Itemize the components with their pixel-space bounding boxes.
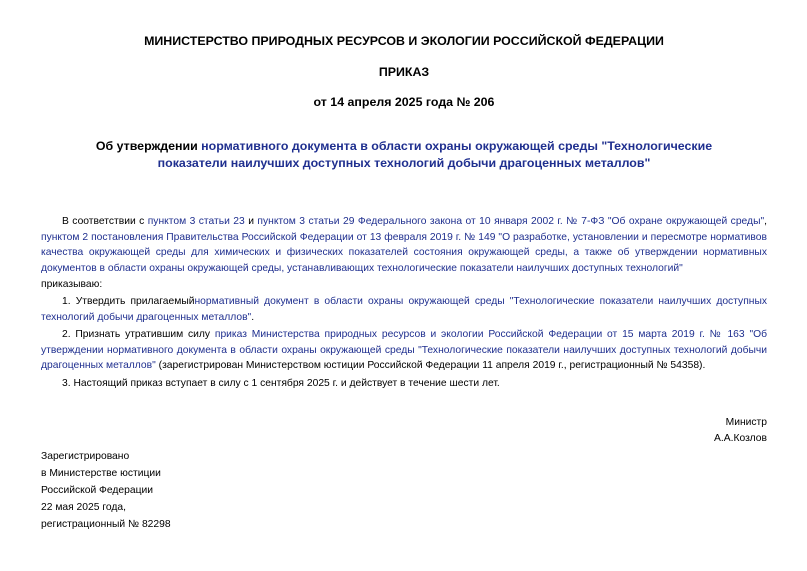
- registration-line-5: регистрационный № 82298: [41, 519, 171, 530]
- order-word: приказываю:: [41, 279, 103, 291]
- item-1-end: .: [251, 311, 255, 323]
- item-2-text: 2. Признать утратившим силу: [62, 329, 215, 341]
- signatory-position: Министр: [725, 417, 767, 428]
- document-type: ПРИКАЗ: [378, 65, 430, 79]
- item-3-paragraph: 3. Настоящий приказ вступает в силу с 1 сентября 2025 г. и действует в течение шести лет.: [62, 377, 500, 389]
- order-date-number: от 14 апреля 2025 года № 206: [313, 95, 495, 109]
- item-2-paragraph: [41, 327, 767, 374]
- government-decree-link[interactable]: пунктом 2 постановления Правительства Российской Федерации от 13 февраля 2019 г. № 149 "О разработке, установлении и пересмотре нормативов качества окружающей среды для химических и физических показателей состояния окружающей среды, а также об утверждении нормативных документов в области охраны окружающей среды, устанавливающих технологические показатели наилучших доступных технологий": [41, 231, 767, 274]
- title-link[interactable]: нормативного документа в области охраны окружающей среды "Технологические показатели наилучших доступных технологий добычи драгоценных металлов": [157, 139, 713, 170]
- registration-line-3: Российской Федерации: [41, 485, 153, 496]
- preamble-paragraph: [41, 214, 767, 276]
- title-prefix: Об утверждении: [95, 139, 202, 153]
- order-body: [41, 214, 767, 392]
- registration-line-2: в Министерстве юстиции: [41, 468, 161, 479]
- signature-block: [714, 415, 767, 446]
- registration-block: [41, 448, 171, 533]
- preamble-text-2: и: [244, 216, 258, 227]
- item-1-text: 1. Утвердить прилагаемый: [62, 295, 195, 307]
- item-1-paragraph: [41, 294, 767, 325]
- preamble-text-1: В соответствии с: [62, 216, 148, 227]
- normative-document-link[interactable]: нормативный документ в области охраны окружающей среды "Технологические показатели наилучших доступных технологий добычи драгоценных металлов": [41, 295, 768, 323]
- repealed-order-link[interactable]: приказ Министерства природных ресурсов и экологии Российской Федерации от 15 марта 2019 г. № 163 "Об утверждении нормативного документа в области охраны окружающей среды "Технологические показатели наилучших доступных технологий добычи драгоценных металлов": [41, 329, 768, 372]
- registration-line-1: Зарегистрировано: [41, 451, 130, 462]
- order-title: [61, 138, 747, 172]
- item-2-end: (зарегистрирован Министерством юстиции Российской Федерации 11 апреля 2019 г., регистрационный № 54358).: [155, 360, 706, 372]
- signatory-name: А.А.Козлов: [714, 432, 767, 444]
- law-article-23-link[interactable]: пунктом 3 статьи 23: [147, 216, 245, 227]
- ministry-heading: МИНИСТЕРСТВО ПРИРОДНЫХ РЕСУРСОВ И ЭКОЛОГИИ РОССИЙСКОЙ ФЕДЕРАЦИИ: [144, 34, 664, 48]
- registration-line-4: 22 мая 2025 года,: [41, 502, 126, 513]
- preamble-text-3: ,: [764, 216, 768, 227]
- federal-law-link[interactable]: пунктом 3 статьи 29 Федерального закона от 10 января 2002 г. № 7-ФЗ "Об охране окружающей среды": [257, 216, 765, 227]
